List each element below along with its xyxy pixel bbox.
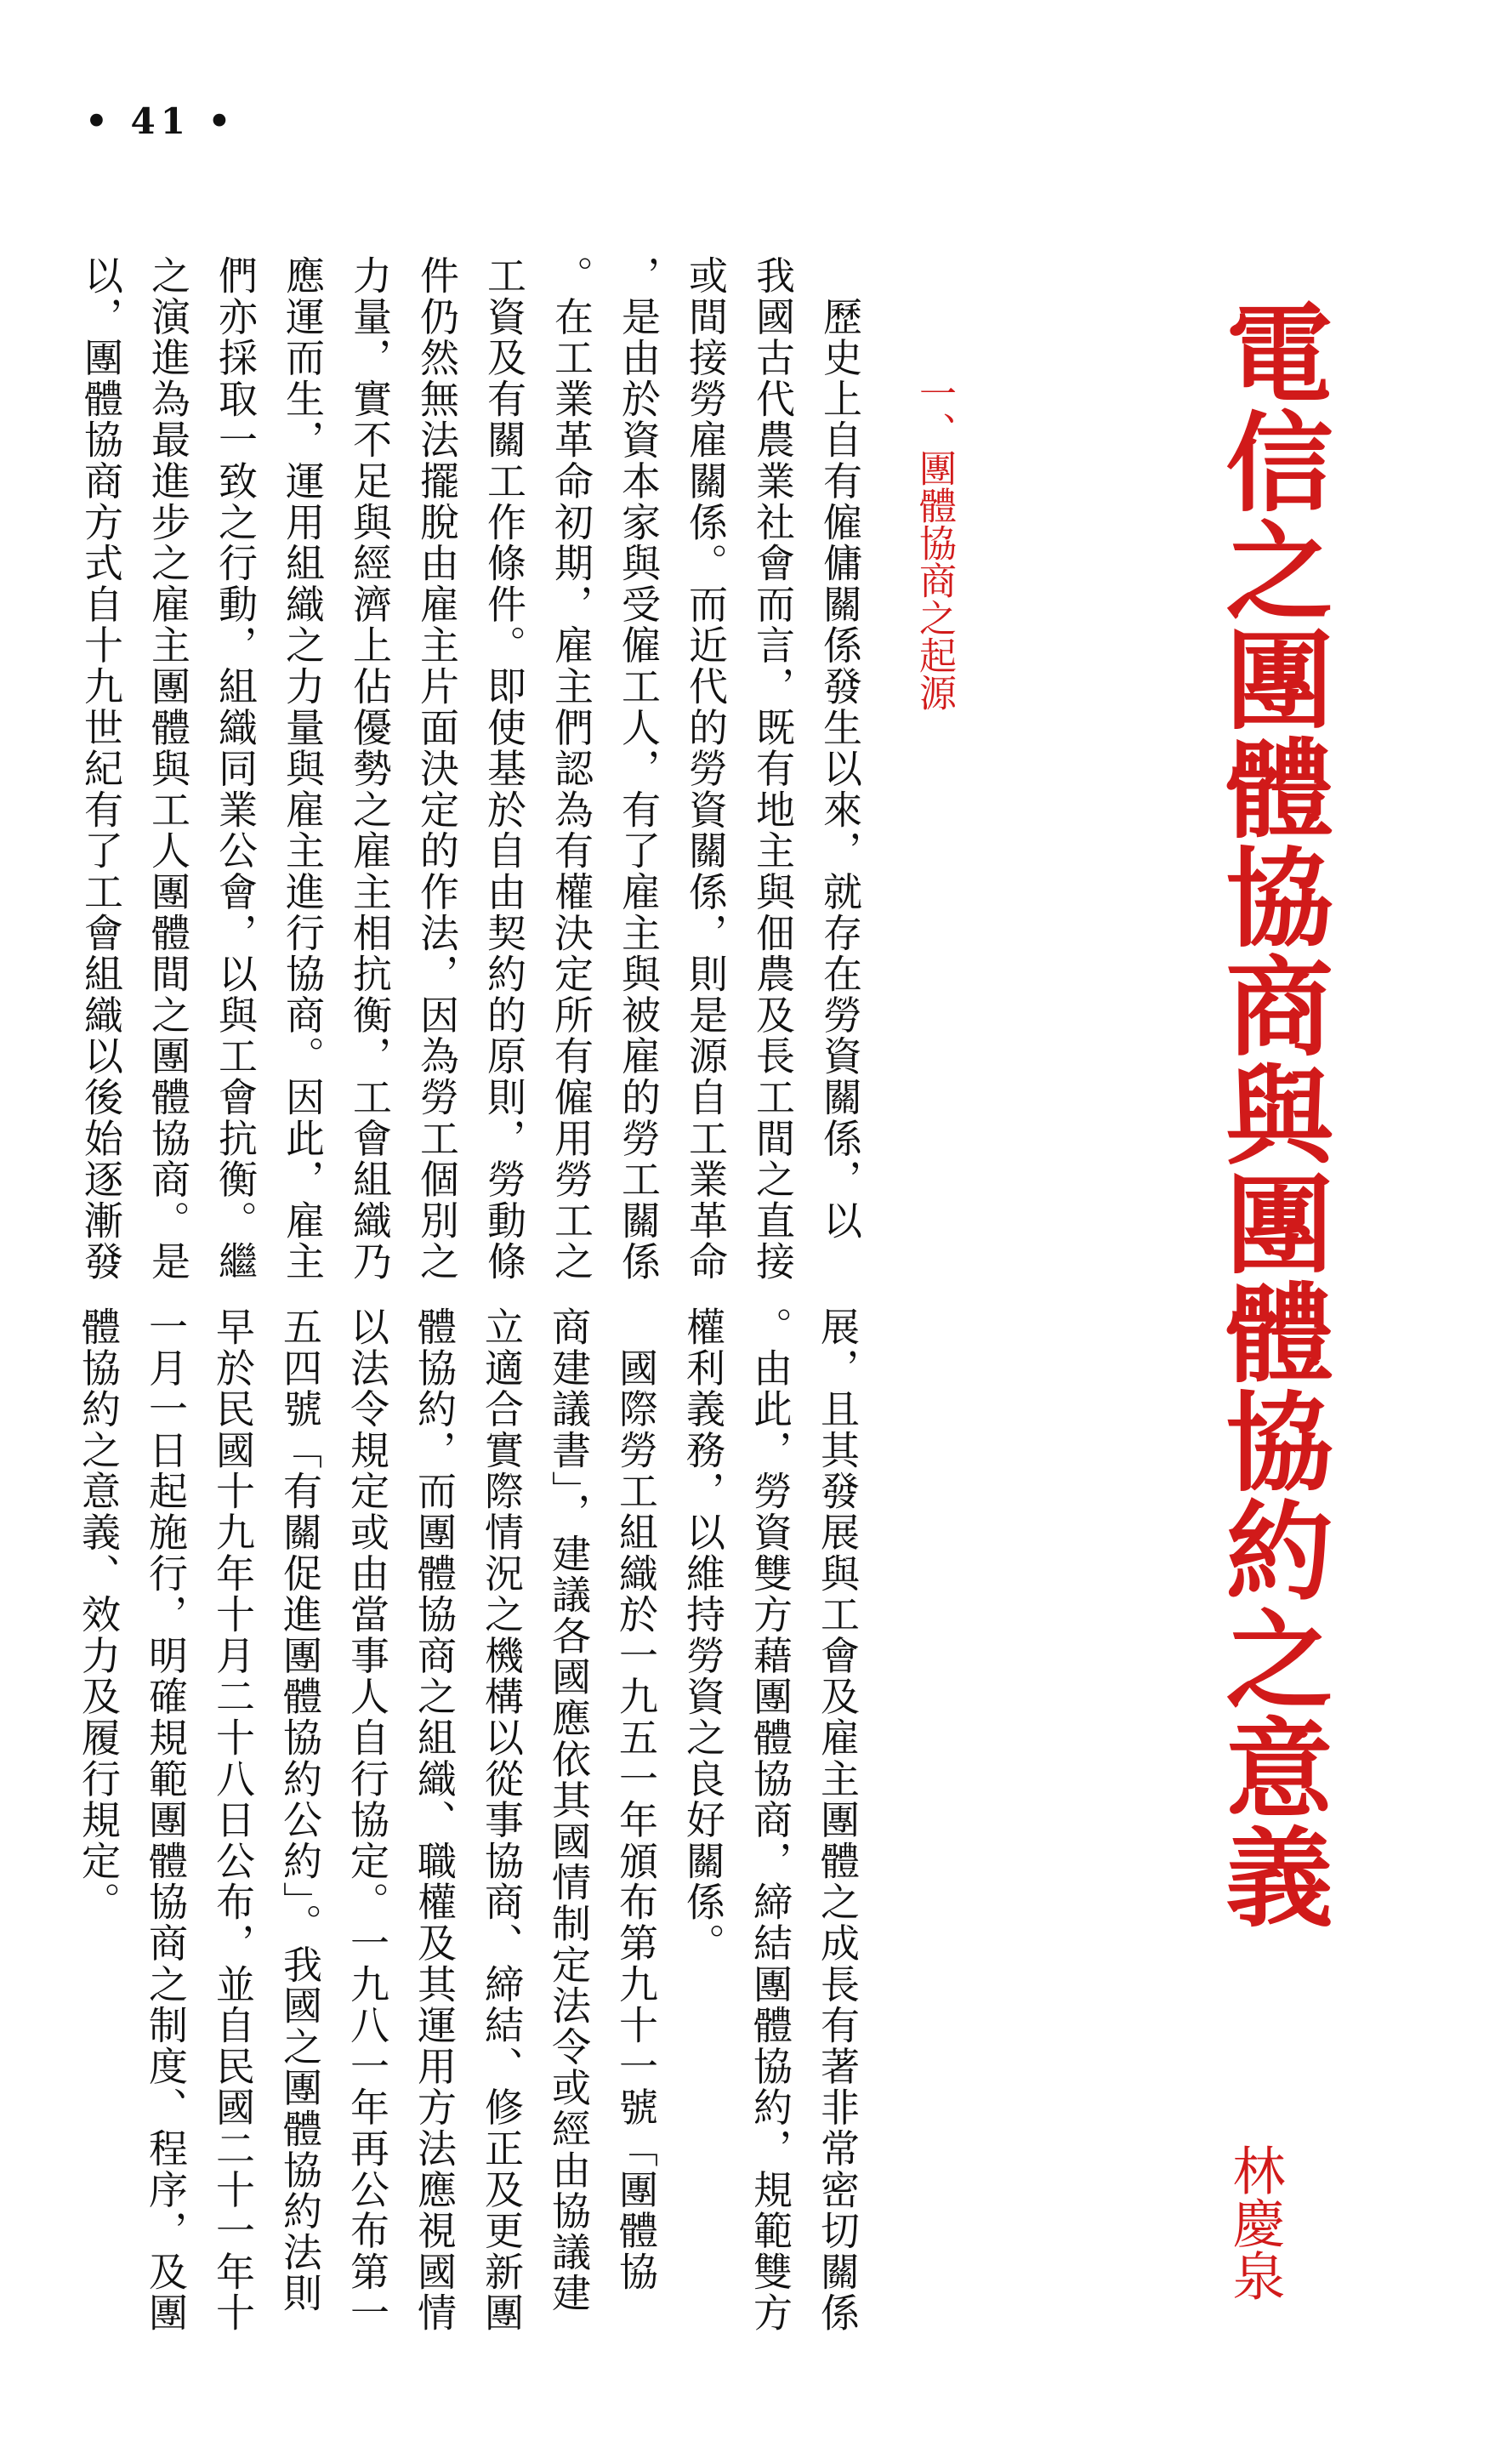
page-number: • 41 •	[85, 100, 236, 142]
text-column: 早於民國十九年十月二十八日公布，並自民國二十一年十	[210, 1306, 256, 2334]
text-column: 國際勞工組織於一九五一年頒布第九十一號「團體協	[613, 1306, 659, 2293]
author-name: 林慶泉	[1224, 2143, 1286, 2302]
article-title: 電信之團體協商與團體協約之意義	[1208, 298, 1334, 1931]
text-column: 力量，實不足與經濟上佔優勢之雇主相抗衡，工會組織乃	[347, 255, 393, 1283]
text-column: 體協約，而團體協商之組織、職權及其運用方法應視國情	[412, 1306, 458, 2334]
section-heading: 一、團體協商之起源	[912, 374, 956, 711]
upper-text-block	[67, 255, 873, 1283]
lower-text-block	[65, 1306, 871, 2334]
text-column: 展，且其發展與工會及雇主團體之成長有著非常密切關係	[815, 1306, 861, 2334]
text-column: 五四號「有關促進團體協約公約」。我國之團體協約法則	[277, 1306, 323, 2314]
text-column: 工資及有關工作條件。即使基於自由契約的原則，勞動條	[481, 255, 527, 1283]
text-column: 體協約之意義、效力及履行規定。	[76, 1306, 122, 1923]
text-column: 立適合實際情況之機構以從事協商、締結、修正及更新團	[479, 1306, 525, 2334]
text-column: 以法令規定或由當事人自行協定。一九八一年再公布第一	[344, 1306, 390, 2334]
text-column: 或間接勞雇關係。而近代的勞資關係，則是源自工業革命	[683, 255, 729, 1283]
text-column: 權利義務，以維持勞資之良好關係。	[680, 1306, 726, 1964]
text-column: 一月一日起施行，明確規範團體協商之制度、程序，及團	[143, 1306, 189, 2334]
text-column: 。由此，勞資雙方藉團體協商，締結團體協約，規範雙方	[747, 1306, 793, 2334]
text-column: ，是由於資本家與受僱工人，有了雇主與被雇的勞工關係	[616, 255, 662, 1283]
text-column: 之演進為最進步之雇主團體與工人團體間之團體協商。是	[145, 255, 191, 1283]
text-column: 歷史上自有僱傭關係發生以來，就存在勞資關係，以	[817, 255, 863, 1242]
text-column: 們亦採取一致之行動，組織同業公會，以與工會抗衡。繼	[213, 255, 259, 1283]
text-column: 。在工業革命初期，雇主們認為有權決定所有僱用勞工之	[549, 255, 594, 1283]
text-column: 件仍然無法擺脫由雇主片面決定的作法，因為勞工個別之	[414, 255, 460, 1283]
text-column: 以，團體協商方式自十九世紀有了工會組織以後始逐漸發	[78, 255, 124, 1283]
text-column: 我國古代農業社會而言，既有地主與佃農及長工間之直接	[750, 255, 796, 1283]
text-column: 應運而生，運用組織之力量與雇主進行協商。因此，雇主	[280, 255, 326, 1283]
text-column: 商建議書」，建議各國應依其國情制定法令或經由協議建	[546, 1306, 592, 2314]
